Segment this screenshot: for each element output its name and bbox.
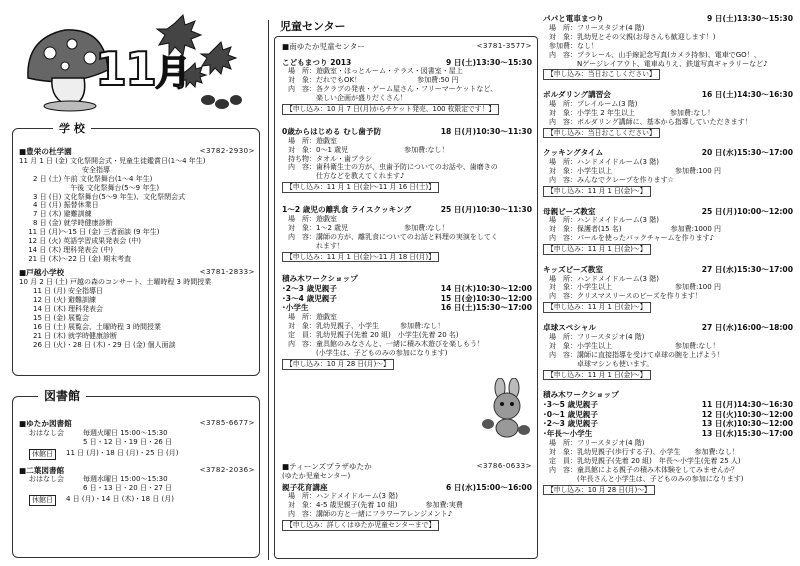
schedule-line: 16 日 (土) 展覧会、土曜時程 3 時間授業 — [19, 322, 161, 331]
event-title: 積み木ワークショップ — [282, 274, 358, 284]
event-apply: 【申し込み：10 月 28 日(月)～】 — [282, 359, 394, 370]
event-block — [282, 58, 532, 118]
event-time: 25 日(月)10:30～11:30 — [440, 205, 532, 215]
event-block — [543, 90, 793, 141]
school-name: ■戸越小学校 — [19, 268, 65, 278]
event-list-right — [543, 8, 793, 498]
schedule-line: 14 日 (木) 理科発表会 — [19, 304, 104, 313]
schedule-line: 10 月 2 日 (土) 戸越の森のコンサート、土曜時程 3 時間授業 — [19, 277, 212, 286]
event-detail: 対 象：乳幼児親子、小学生 参加費:なし！ — [288, 322, 445, 331]
storytime-label: おはなし会 — [29, 428, 64, 437]
event-detail: 場 所：ハンドメイドルーム(3 階) — [288, 492, 398, 501]
event-detail: 持ち物：タオル・歯ブラシ — [288, 154, 372, 163]
schedule-line: 午後 文化祭舞台(5～9 年生) — [19, 183, 160, 192]
schedule-line: 8 日 (金) 就学時健康診断 — [19, 219, 113, 228]
library-name-row — [19, 419, 255, 429]
event-title-row — [543, 390, 793, 400]
event-detail: 対 象：0～1 歳児 参加費:なし！ — [288, 145, 449, 154]
event-block — [282, 483, 532, 534]
event-title: 0歳からはじめる むし歯予防 — [282, 126, 382, 136]
session-group: ･0～1 歳児親子 — [543, 409, 598, 419]
session-time: 13 日(水)10:30～12:00 — [701, 419, 793, 429]
schedule-line: 11 月 1 日 (金) 文化祭開会式・児童生徒鑑賞日(1～4 年生) — [19, 156, 206, 165]
minami-center-name: ■南ゆたか児童センター — [282, 42, 365, 51]
event-detail: 内 容：ボルダリング講師に、基本から指導していただきます！ — [549, 117, 752, 126]
schedule-line: 安全指導 — [19, 165, 110, 174]
event-title-row — [282, 58, 532, 68]
event-title: クッキングタイム — [543, 148, 604, 158]
event-title-row — [543, 148, 793, 158]
school-name-row — [19, 147, 255, 157]
event-detail: 場 所：遊戯室 — [288, 214, 337, 223]
event-block — [543, 390, 793, 498]
storytime-dates: 5 日・12 日・19 日・26 日 — [83, 437, 173, 446]
session-time: 12 日(火)10:30～12:00 — [701, 409, 793, 419]
event-detail: 仕方などを教えてくれます♪ — [288, 172, 405, 181]
event-detail: 場 所：フリースタジオ(4 階) — [549, 23, 645, 32]
school-schedule — [19, 157, 255, 264]
event-apply: 【申し込み：11 月 1 日(金)～】 — [543, 302, 651, 313]
event-detail: 楽しい企画が盛りだくさん！ — [288, 94, 407, 103]
event-apply: 【申し込み：詳しくはゆたか児童センターまで】 — [282, 520, 439, 531]
storytime-row — [19, 429, 255, 438]
event-detail: 内 容：講師に直接指導を受けて卓球の腕を上げよう！ — [549, 350, 724, 359]
column-divider — [268, 20, 269, 560]
school-tel: <3781-2833> — [199, 268, 255, 277]
event-apply: 【申し込み：当日おこしください】 — [543, 69, 660, 80]
event-block — [282, 274, 532, 372]
closed-label: 休館日 — [29, 495, 56, 506]
event-title: ボルダリング講習会 — [543, 90, 611, 100]
school-schedule — [19, 278, 255, 350]
event-detail: 内 容：童具館のみなさんと、一緒に積み木遊びを楽しもう！ — [288, 339, 484, 348]
schedule-line: 12 日 (火) 避難訓練 — [19, 295, 97, 304]
event-title: 卓球スペシャル — [543, 323, 597, 332]
event-detail: 内 容：歯科衛生士の方が、虫歯予防についてのお話や、歯磨きの — [288, 163, 498, 172]
teens-plaza-name: ■ティーンズプラザゆたか — [282, 462, 372, 471]
library-tel: <3782-2036> — [199, 465, 255, 474]
event-detail: 対 象：4-5 歳児親子(先着 10 組) 参加費:実費 — [288, 501, 463, 510]
session-group: ･3～5 歳児親子 — [543, 399, 598, 409]
event-detail: 内 容：講師の方が、離乳食についてのお話と料理の実演をしてく — [288, 232, 498, 241]
event-detail: (小学生は、子どものみの参加になります) — [288, 348, 448, 357]
schedule-line: 4 日 (月) 振替休業日 — [19, 201, 99, 210]
event-time: 9 日(土)13:30～15:30 — [446, 57, 532, 67]
session-time: 14 日(木)10:30～12:00 — [440, 283, 532, 293]
school-section — [12, 122, 260, 376]
schedule-line: 14 日 (木) 理科発表会 (中) — [19, 246, 113, 255]
library-name: ■二葉図書館 — [19, 465, 65, 475]
event-title: 1～2 歳児の離乳食 ライスクッキング — [282, 205, 412, 215]
school-name-row — [19, 268, 255, 278]
event-detail: 対 象：乳幼児とその父親(お母さんも歓迎します！) — [549, 32, 716, 41]
center-content — [282, 42, 532, 372]
event-detail: 内 容：童具館による親子の積み木体験をしてみませんか？ — [549, 465, 738, 474]
schedule-line: 21 日 (木)～22 日 (金) 期末考査 — [19, 255, 132, 264]
event-block — [543, 323, 793, 383]
event-time: 6 日(水)15:00～16:00 — [446, 482, 532, 492]
minami-center-tel: <3781-3577> — [476, 42, 532, 50]
event-time: 20 日(水)15:30～17:00 — [701, 148, 793, 158]
schedule-line: 2 日 (土) 午前 文化祭舞台(1～4 年生) — [19, 174, 153, 183]
schedule-line: 15 日 (金) 展覧会 — [19, 313, 90, 322]
event-block — [282, 127, 532, 196]
teens-event — [282, 483, 532, 534]
event-apply: 【申し込み：11 月 1 日(金)～】 — [543, 186, 651, 197]
event-apply: 【申し込み：10 月 28 日(月)～】 — [543, 485, 655, 496]
month-number: 11 — [95, 42, 156, 96]
session-time: 11 日(月)14:30～16:30 — [701, 399, 793, 409]
event-title: 積み木ワークショップ — [543, 390, 619, 400]
event-detail: 場 所：ハンドメイドルーム(3 階) — [549, 216, 659, 225]
event-detail: (年長さんと小学生は、子どものみの参加になります) — [549, 474, 744, 483]
event-detail: 対 象：小学生以上 参加費:100 円 — [549, 283, 721, 292]
session-time: 16 日(土)15:30～17:00 — [440, 303, 532, 313]
event-detail: 参加費：なし！ — [549, 41, 598, 50]
session-row — [282, 303, 532, 313]
event-title-row — [282, 127, 532, 137]
storytime-dates: 6 日・13 日・20 日・27 日 — [83, 484, 173, 493]
event-apply: 【申し込み：10 月 7 日(月)からチケット発売、100 枚限定です！】 — [282, 104, 499, 115]
event-time: 9 日(土)13:30～15:30 — [707, 14, 793, 23]
storytime-label: おはなし会 — [29, 475, 64, 484]
school-tel: <3782-2930> — [199, 147, 255, 155]
event-detail: 内 容：みんなでクレープを作ります☆ — [549, 175, 674, 184]
session-row — [543, 400, 793, 410]
month-kanji: 月 — [155, 53, 192, 94]
event-detail: 対 象：乳幼児親子(歩行する子)、小学生 参加費:なし！ — [549, 447, 739, 456]
event-title: 親子花育講座 — [282, 482, 328, 492]
storytime-row — [19, 475, 255, 484]
month-title — [95, 40, 191, 99]
library-section — [12, 389, 260, 558]
school-name: ■豊栄の杜学園 — [19, 147, 72, 156]
schedule-line: 11 日 (月) 安全指導日 — [19, 286, 104, 295]
event-detail: 対 象：保護者(15 名) 参加費:1000 円 — [549, 225, 721, 234]
closed-dates: 4 日 (月)・14 日 (木)・18 日 (月) — [66, 495, 175, 504]
library-name-row — [19, 466, 255, 476]
event-detail: 場 所：遊戯室 — [288, 136, 337, 145]
event-apply: 【申し込み：11 月 1 日(金)～11 月 16 日(土)】 — [282, 182, 439, 193]
session-group: ･2～3 歳児親子 — [543, 419, 598, 429]
event-detail: 内 容：各クラブの発表・ゲーム屋さん・フリーマーケットなど、 — [288, 85, 498, 94]
event-title-row — [543, 207, 793, 217]
event-detail: 対 象：小学生 2 年生以上 参加費:なし！ — [549, 108, 715, 117]
teens-plaza — [282, 462, 532, 534]
event-apply: 【申し込み：11 月 1 日(金)～11 月 18 日(月)】 — [282, 252, 439, 263]
teens-plaza-sub: (ゆたか児童センター) — [282, 471, 351, 480]
session-row — [543, 429, 793, 439]
event-block — [282, 205, 532, 265]
event-detail: 場 所：遊戯室 — [288, 313, 337, 322]
session-row — [543, 419, 793, 429]
storytime-time: 毎週水曜日 15:00～15:30 — [83, 475, 168, 484]
event-time: 25 日(月)10:00～12:00 — [701, 206, 793, 216]
event-title: キッズビーズ教室 — [543, 264, 603, 274]
event-detail: 内 容：クリスマスリースのビーズを作ります！ — [549, 292, 702, 301]
bunny-icon — [478, 378, 534, 438]
event-time: 27 日(水)15:30～17:00 — [701, 264, 793, 274]
session-row — [282, 294, 532, 304]
library-name: ■ゆたか図書館 — [19, 419, 72, 428]
schedule-line: 11 日 (月)～15 日 (金) 三者面談 (9 年生) — [19, 228, 160, 237]
schedule-line: 3 日 (日) 文化祭舞台(5～9 年生)、文化祭閉会式 — [19, 192, 186, 201]
session-group: ･3～4 歳児親子 — [282, 293, 337, 303]
event-title-row — [543, 265, 793, 275]
session-time: 15 日(金)10:30～12:00 — [440, 293, 532, 303]
event-detail: Nゲージレイアウト、電車ぬりえ、鉄道写真ギャラリーなど♪ — [549, 59, 768, 68]
event-title-row — [282, 483, 532, 493]
event-time: 16 日(土)14:30～16:30 — [701, 90, 793, 100]
event-title-row — [282, 205, 532, 215]
event-detail: 定 員：乳幼児親子(先着 20 組) 小学生(先着 20 名) — [288, 330, 459, 339]
schedule-line: 26 日 (火)・28 日 (木)・29 日 (金) 個人面談 — [19, 340, 176, 349]
event-detail: 対 象：小学生以上 参加費:100 円 — [549, 167, 721, 176]
storytime-time: 毎週火曜日 15:00～15:30 — [83, 428, 168, 437]
event-block — [543, 207, 793, 258]
center-header: 児童センター — [280, 20, 346, 33]
session-group: ･小学生 — [282, 303, 309, 313]
school-header: 学 校 — [53, 122, 91, 136]
event-apply: 【申し込み：11 月 1 日(金)～】 — [543, 370, 651, 381]
event-title: 母親ビーズ教室 — [543, 206, 596, 216]
closed-row — [19, 495, 255, 506]
closed-label: 休館日 — [29, 449, 56, 460]
bunny-illustration — [478, 378, 534, 441]
event-block — [543, 14, 793, 83]
event-title: こどもまつり 2013 — [282, 57, 352, 67]
event-title-row — [543, 14, 793, 24]
event-apply: 【申し込み：11 月 1 日(金)～】 — [543, 244, 651, 255]
event-detail: 内 容：プラレール、山手線記念写真(カメラ持参)、電車でGO！、 — [549, 50, 761, 59]
event-time: 18 日(月)10:30～11:30 — [440, 126, 532, 136]
event-detail: 場 所：フリースタジオ(4 階) — [549, 332, 645, 341]
event-detail: 対 象：1～2 歳児 参加費:なし！ — [288, 223, 449, 232]
session-time: 13 日(水)15:30～17:00 — [701, 429, 793, 439]
event-detail: 卓球マシンも使います。 — [549, 359, 654, 368]
library-tel: <3785-6677> — [199, 419, 255, 427]
event-detail: 場 所：プレイルーム(3 階) — [549, 99, 638, 108]
session-group: ･年長～小学生 — [543, 429, 593, 439]
event-detail: 場 所：遊戯室・ほっとルーム・テラス・図書室・屋上 — [288, 67, 463, 76]
closed-row — [19, 449, 255, 460]
event-detail: 内 容：講師の方と一緒にフラワーアレンジメント♪ — [288, 510, 453, 519]
schedule-line: 12 日 (火) 英語学習成果発表会 (中) — [19, 237, 141, 246]
event-detail: 内 容：パールを使ったバックチャームを作ります♪ — [549, 234, 715, 243]
event-detail: 場 所：ハンドメイドルーム(3 階) — [549, 158, 659, 167]
schedule-line: 7 日 (木) 避難訓練 — [19, 210, 92, 219]
event-title-row — [543, 90, 793, 100]
event-block — [543, 265, 793, 316]
event-title: パパと電車まつり — [543, 14, 604, 23]
teens-plaza-tel: <3786-0633> — [476, 462, 532, 470]
event-list — [282, 58, 532, 373]
library-header: 図書館 — [38, 389, 86, 404]
event-detail: れます！ — [288, 241, 344, 250]
closed-dates: 11 日 (月)・18 日 (月)・25 日 (月) — [66, 448, 179, 457]
session-row — [543, 410, 793, 420]
event-title-row — [282, 274, 532, 284]
session-group: ･2～3 歳児親子 — [282, 283, 337, 293]
event-detail: 定 員：乳幼児親子(先着 20 組) 年長～小学生(先着 25 人) — [549, 456, 741, 465]
event-detail: 対 象：小学生以上 参加費:なし！ — [549, 341, 720, 350]
event-title-row — [543, 323, 793, 333]
event-apply: 【申し込み：当日おこしください】 — [543, 128, 660, 139]
session-row — [282, 284, 532, 294]
event-detail: 場 所：ハンドメイドルーム(3 階) — [549, 274, 659, 283]
event-block — [543, 148, 793, 199]
event-detail: 対 象：だれでもOK！ 参加費:50 円 — [288, 76, 459, 85]
event-detail: 場 所：フリースタジオ(4 階) — [549, 438, 645, 447]
event-time: 27 日(水)16:00～18:00 — [701, 323, 793, 332]
schedule-line: 21 日 (木) 就学時健康診断 — [19, 331, 118, 340]
